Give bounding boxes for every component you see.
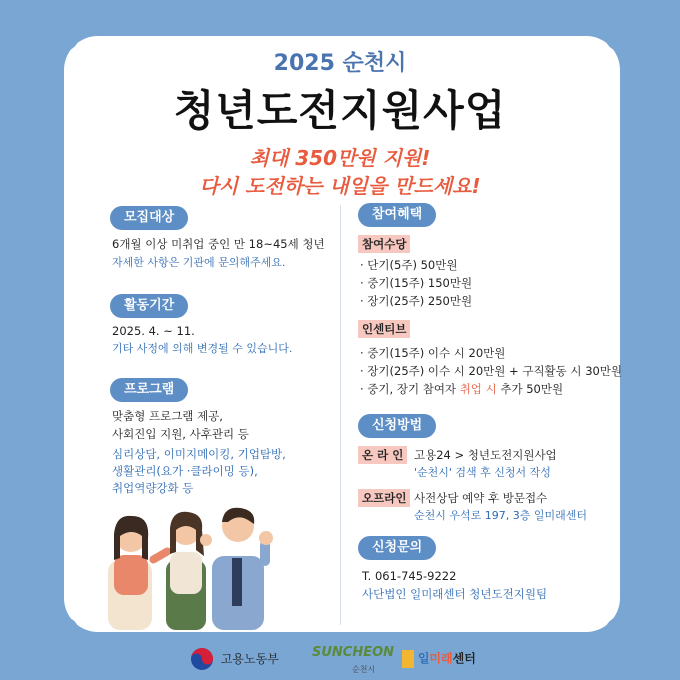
logo-ministry <box>190 646 279 671</box>
tag-allowance: 참여수당 <box>358 235 410 253</box>
pill-contact: 신청문의 <box>358 536 436 560</box>
logo-center-text-a: 일 <box>417 651 430 666</box>
program-line-1: 맞춤형 프로그램 제공, <box>112 409 223 423</box>
poster-title: 청년도전지원사업 <box>173 86 507 135</box>
pill-apply: 신청방법 <box>358 414 436 438</box>
pill-benefit: 참여혜택 <box>358 203 436 227</box>
tag-online: 온 라 인 <box>358 446 407 464</box>
logo-suncheon <box>312 640 395 674</box>
column-divider <box>340 205 341 625</box>
allowance-medium: · 중기(15주) 150만원 <box>360 276 473 290</box>
pill-period: 활동기간 <box>110 294 188 318</box>
allowance-short: · 단기(5주) 50만원 <box>360 258 458 272</box>
incentive-employment-a: · 중기, 장기 참여자 <box>360 382 460 396</box>
logo-center-text-b: 미래 <box>429 651 453 666</box>
logo-suncheon-text: 순천시 <box>352 665 376 674</box>
youth-illustration <box>100 500 290 630</box>
tag-offline: 오프라인 <box>358 489 410 507</box>
online-line-2: '순천시' 검색 후 신청서 작성 <box>414 466 551 479</box>
person-woman-left <box>108 516 173 630</box>
period-line-2: 기타 사정에 의해 변경될 수 있습니다. <box>112 342 293 355</box>
recruit-line-1: 6개월 이상 미취업 중인 만 18~45세 청년 <box>112 237 325 251</box>
program-line-4: 생활관리(요가 ·클라이밍 등), <box>112 464 258 478</box>
taegeuk-icon <box>190 647 214 671</box>
program-line-3: 심리상담, 이미지메이킹, 기업탐방, <box>112 447 286 461</box>
poster-subtitle: 2025 순천시 <box>273 51 407 76</box>
incentive-employment-c: 추가 50만원 <box>496 382 564 396</box>
incentive-employment-highlight: 취업 시 <box>459 382 497 396</box>
pill-recruit: 모집대상 <box>110 206 188 230</box>
incentive-employment <box>360 381 563 397</box>
logo-suncheon-art: SUNCHEON <box>312 645 395 660</box>
logo-ministry-text: 고용노동부 <box>220 651 279 666</box>
incentive-long: · 장기(25주) 이수 시 20만원 + 구직활동 시 30만원 <box>360 364 623 378</box>
person-woman-middle <box>166 512 212 630</box>
recruit-line-2: 자세한 사항은 기관에 문의해주세요. <box>112 256 286 269</box>
program-line-2: 사회진입 지원, 사후관리 등 <box>112 427 249 441</box>
offline-line-1: 사전상담 예약 후 방문접수 <box>414 491 548 505</box>
pill-program: 프로그램 <box>110 378 188 402</box>
tag-incentive: 인센티브 <box>358 320 410 338</box>
footer-logos <box>0 638 680 678</box>
contact-org: 사단법인 일미래센터 청년도전지원팀 <box>362 587 548 601</box>
headline-max-support: 최대 350만원 지원! <box>249 146 431 170</box>
headline-challenge: 다시 도전하는 내일을 만드세요! <box>199 174 481 198</box>
program-line-5: 취업역량강화 등 <box>112 481 194 495</box>
allowance-long: · 장기(25주) 250만원 <box>360 294 473 308</box>
logo-center-mark <box>402 650 414 668</box>
logo-center <box>402 646 476 671</box>
incentive-medium: · 중기(15주) 이수 시 20만원 <box>360 346 506 360</box>
logo-center-text-c: 센터 <box>452 651 476 666</box>
person-man-right <box>212 508 273 630</box>
period-line-1: 2025. 4. ~ 11. <box>112 324 195 338</box>
online-line-1: 고용24 > 청년도전지원사업 <box>414 448 557 462</box>
offline-line-2: 순천시 우석로 197, 3층 일미래센터 <box>414 509 587 522</box>
contact-phone: T. 061-745-9222 <box>362 569 457 583</box>
